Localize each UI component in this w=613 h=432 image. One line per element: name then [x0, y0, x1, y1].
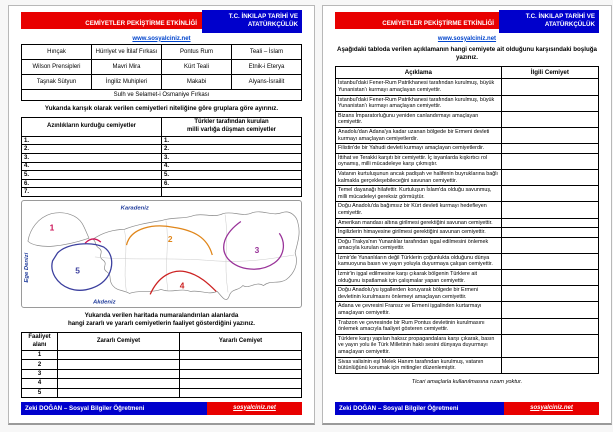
turkey-map — [22, 201, 301, 307]
footer-website-link[interactable]: sosyalciniz.net — [504, 402, 599, 415]
society-name: İngiliz Muhipleri — [92, 74, 162, 89]
explanation-text: İzmir'in işgal edilmesine karşı çıkarak bölgenin Türklere ait olduğunu ispatlamak için çalışmalar yapan cemiyettir. — [336, 270, 502, 286]
explanation-text: Adana ve çevresini Fransız ve Ermeni işgalinden kurtarmayı amaçlayan cemiyettir. — [336, 302, 502, 318]
related-society-answer-blank — [501, 186, 598, 202]
course-title-line1: T.C. İNKILAP TARİHİ VE — [228, 13, 298, 20]
author-credit: Zeki DOĞAN – Sosyal Bilgiler Öğretmeni — [335, 402, 504, 415]
region-4-number: 4 — [179, 280, 185, 291]
mediterranean-sea-label: Akdeniz — [92, 299, 116, 306]
societies-table-body — [22, 44, 302, 100]
page-footer — [21, 402, 302, 415]
explanation-header-row — [336, 66, 599, 79]
explanation-row — [336, 79, 599, 95]
explanation-text: Doğu Anadolu'da bağımsız bir Kürt devleti kurmayı hedefleyen cemiyettir. — [336, 202, 502, 218]
explanation-row — [336, 334, 599, 357]
harmful-society-answer-blank — [58, 351, 180, 360]
society-name: Etnik-i Eterya — [232, 59, 302, 74]
internal-border-line — [95, 255, 294, 261]
society-name: Taşnak Sütyun — [22, 74, 92, 89]
explanation-row — [336, 318, 599, 334]
grouping-row — [22, 171, 302, 180]
related-society-answer-blank — [501, 253, 598, 269]
activity-row — [22, 379, 302, 388]
related-society-answer-blank — [501, 95, 598, 111]
activity-row — [22, 351, 302, 360]
map-instruction: Yukarıda verilen haritada numaralandırılan alanlarda hangi zararlı ve yararlı cemiyetlerin faaliyet gösterdiğini yazınız. — [67, 311, 256, 327]
activity-area-header: Faaliyet alanı — [22, 333, 58, 351]
harmful-society-header: Zararlı Cemiyet — [58, 333, 180, 351]
related-society-answer-blank — [501, 218, 598, 228]
explanation-row — [336, 218, 599, 228]
society-name: Makabi — [162, 74, 232, 89]
activity-row — [22, 369, 302, 378]
explanation-row — [336, 286, 599, 302]
society-name: Hürriyet ve İtilaf Fırkası — [92, 44, 162, 59]
harmful-society-answer-blank — [58, 360, 180, 369]
black-sea-label: Karadeniz — [120, 205, 149, 212]
harmful-society-blank: 4. — [162, 162, 302, 171]
related-society-answer-blank — [501, 144, 598, 154]
activity-header-row — [22, 333, 302, 351]
related-society-answer-blank — [501, 357, 598, 373]
grouping-row — [22, 153, 302, 162]
explanation-row — [336, 270, 599, 286]
turkey-map-frame — [21, 200, 302, 308]
societies-row — [22, 74, 302, 89]
minority-society-blank: 6. — [22, 179, 162, 188]
page-header — [21, 10, 302, 33]
explanation-text: İstanbul'daki Fener-Rum Patrikhanesi tarafından kurulmuş, büyük Yunanistan'ı kurmayı amaçlayan cemiyettir. — [336, 79, 502, 95]
harmful-society-blank: 1. — [162, 136, 302, 145]
activity-row — [22, 388, 302, 397]
related-society-answer-blank — [501, 79, 598, 95]
explanation-text: Filistin'de bir Yahudi devleti kurmayı amaçlayan cemiyetlerdir. — [336, 144, 502, 154]
harmful-turkish-societies-header: Türkler tarafından kurulan milli varlığa düşman cemiyetler — [162, 117, 302, 136]
related-society-column-header: İlgili Cemiyet — [501, 66, 598, 79]
course-title-line1: T.C. İNKILAP TARİHİ VE — [525, 13, 595, 20]
related-society-answer-blank — [501, 286, 598, 302]
related-society-answer-blank — [501, 228, 598, 238]
course-title-line2: ATATÜRKÇÜLÜK — [544, 21, 595, 29]
minority-society-blank: 4. — [22, 162, 162, 171]
explanation-text: Doğu Anadolu'yu işgallerden koruyarak bölgede bir Ermeni devletinin kurulmasını önlemeyi amaçlayan cemiyettir. — [336, 286, 502, 302]
harmful-society-blank: 6. — [162, 179, 302, 188]
explanation-text: Türklere karşı yapılan haksız propagandalara karşı çıkarak, basın ve yayın yolu ile Türk Milletinin haklı sesini dünyaya duyurmayı amaçlayan cemiyettir. — [336, 334, 502, 357]
grouping-row — [22, 145, 302, 154]
explanation-column-header: Açıklama — [336, 66, 502, 79]
explanation-text: Temel dayanağı hilafettir. Kurtuluşun İslam'da olduğu savunmuş, milli mücadeleyi gereksiz görmüştür. — [336, 186, 502, 202]
minority-society-blank: 1. — [22, 136, 162, 145]
worksheet-page-1 — [8, 5, 315, 425]
related-society-answer-blank — [501, 169, 598, 185]
activity-table-body — [22, 351, 302, 398]
region-5-number: 5 — [75, 265, 80, 276]
course-title-line2: ATATÜRKÇÜLÜK — [247, 21, 298, 29]
worksheet-title-banner: CEMİYETLER PEKİŞTİRME ETKİNLİĞİ — [335, 12, 499, 29]
beneficial-society-header: Yararlı Cemiyet — [180, 333, 302, 351]
society-name: Kürt Teali — [162, 59, 232, 74]
explanation-text: Amerikan mandası altına girilmesi gerektiğini savunan cemiyettir. — [336, 218, 502, 228]
societies-row — [22, 59, 302, 74]
course-title-box — [202, 10, 302, 33]
society-name: Wilson Prensipleri — [22, 59, 92, 74]
beneficial-society-answer-blank — [180, 369, 302, 378]
activity-area-number: 4 — [22, 379, 58, 388]
explanation-row — [336, 144, 599, 154]
region-1-number: 1 — [49, 222, 55, 233]
society-name: Teali – İslam — [232, 44, 302, 59]
explanation-text: İngilizlerin himayesine girilmesi gerektiğini savunan cemiyettir. — [336, 228, 502, 238]
harmful-society-answer-blank — [58, 388, 180, 397]
activity-area-table — [21, 332, 302, 398]
explanation-row — [336, 228, 599, 238]
grouping-row — [22, 179, 302, 188]
explanation-row — [336, 153, 599, 169]
related-society-answer-blank — [501, 237, 598, 253]
harmful-society-answer-blank — [58, 379, 180, 388]
related-society-answer-blank — [501, 202, 598, 218]
minority-societies-header: Azınlıkların kurduğu cemiyetler — [22, 117, 162, 136]
activity-area-number: 3 — [22, 369, 58, 378]
explanation-text: İttihat ve Terakki karşıtı bir cemiyettir. İç isyanlarda kışkırtıcı rol oynamış, milli mücadeleye karşı çıkmıştır. — [336, 153, 502, 169]
activity-area-number: 1 — [22, 351, 58, 360]
society-name: Mavri Mira — [92, 59, 162, 74]
region-5-curve — [52, 244, 112, 290]
explanation-text: Bizans İmparatorluğunu yeniden canlandırmayı amaçlayan cemiyettir. — [336, 111, 502, 127]
explanation-row — [336, 111, 599, 127]
explanation-text: Trabzon ve çevresinde bir Rum Pontus devletinin kurulmasını önlemek amacıyla faaliyet gösteren cemiyettir. — [336, 318, 502, 334]
society-name: Alyans-İsrailit — [232, 74, 302, 89]
harmful-society-answer-blank — [58, 369, 180, 378]
beneficial-society-answer-blank — [180, 379, 302, 388]
website-link[interactable]: www.sosyalciniz.net — [437, 35, 497, 42]
activity-row — [22, 360, 302, 369]
activity-area-number: 2 — [22, 360, 58, 369]
worksheet-title-banner: CEMİYETLER PEKİŞTİRME ETKİNLİĞİ — [21, 12, 202, 29]
copyright-note: Ticari amaçlarla kullanılmasına rızam yoktur. — [411, 378, 523, 385]
page-footer — [335, 402, 599, 415]
beneficial-society-answer-blank — [180, 388, 302, 397]
region-3-number: 3 — [254, 244, 260, 255]
societies-row — [22, 44, 302, 59]
explanation-text: Doğu Trakya'nın Yunanlılar tarafından işgal edilmesini önlemek amacıyla kurulan cemiyettir. — [336, 237, 502, 253]
explanation-row — [336, 95, 599, 111]
matching-instruction: Aşağıdaki tabloda verilen açıklamanın hangi cemiyete ait olduğunu karşısındaki boşluğa yazınız. — [337, 45, 597, 61]
footer-website-link[interactable]: sosyalciniz.net — [207, 402, 302, 415]
explanation-row — [336, 202, 599, 218]
website-link[interactable]: www.sosyalciniz.net — [132, 35, 191, 42]
grouping-row — [22, 136, 302, 145]
related-society-answer-blank — [501, 302, 598, 318]
grouping-table-body — [22, 136, 302, 196]
societies-pool-table — [21, 44, 302, 101]
related-society-answer-blank — [501, 127, 598, 143]
harmful-society-blank: 3. — [162, 153, 302, 162]
related-society-answer-blank — [501, 153, 598, 169]
internal-border-line — [166, 220, 168, 290]
page-header — [335, 10, 599, 33]
grouping-row — [22, 162, 302, 171]
grouping-row — [22, 188, 302, 197]
course-title-box — [499, 10, 599, 33]
explanation-row — [336, 253, 599, 269]
explanation-text: Anadolu'dan Adana'ya kadar uzanan bölgede bir Ermeni devleti kurmayı amaçlayan cemiyetlerdir. — [336, 127, 502, 143]
region-3-curve — [224, 221, 284, 269]
harmful-society-blank: 2. — [162, 145, 302, 154]
author-credit: Zeki DOĞAN – Sosyal Bilgiler Öğretmeni — [21, 402, 207, 415]
explanation-row — [336, 357, 599, 373]
harmful-society-blank: 5. — [162, 171, 302, 180]
beneficial-society-answer-blank — [180, 351, 302, 360]
society-name: Hınçak — [22, 44, 92, 59]
grouping-table — [21, 117, 302, 197]
region-2-number: 2 — [167, 234, 173, 245]
explanation-text: İstanbul'daki Fener-Rum Patrikhanesi tarafından kurulmuş, büyük Yunanistan'ı kurmayı amaçlayan cemiyettir. — [336, 95, 502, 111]
explanation-text: Vatanın kurtuluşunun ancak padişah ve halifenin buyruklarına bağlı kalmakla gerçekleşebileceğini savunan cemiyettir. — [336, 169, 502, 185]
explanation-text: İzmir'de Yunanlıların değil Türklerin çoğunlukta olduğunu dünya kamuoyuna basın ve yayın yoluyla duyurmaya çalışan cemiyettir. — [336, 253, 502, 269]
minority-society-blank: 5. — [22, 171, 162, 180]
societies-merged-row — [22, 89, 302, 100]
minority-society-blank: 3. — [22, 153, 162, 162]
explanation-row — [336, 127, 599, 143]
related-society-answer-blank — [501, 334, 598, 357]
related-society-answer-blank — [501, 111, 598, 127]
explanation-row — [336, 169, 599, 185]
activity-area-number: 5 — [22, 388, 58, 397]
minority-society-blank: 2. — [22, 145, 162, 154]
society-name-merged: Sulh ve Selamet-i Osmaniye Fırkası — [22, 89, 302, 100]
explanation-row — [336, 186, 599, 202]
aegean-sea-label: Ege Denizi — [23, 252, 30, 283]
explanation-row — [336, 302, 599, 318]
explanation-table — [335, 66, 599, 374]
worksheet-page-2 — [322, 5, 612, 425]
explanation-row — [336, 237, 599, 253]
grouping-header-row — [22, 117, 302, 136]
region-1-curve — [85, 239, 101, 243]
internal-border-line — [125, 230, 127, 292]
society-name: Pontus Rum — [162, 44, 232, 59]
explanation-text: Sivas valisinin eşi Melek Hanım tarafından kurulmuş, vatanın bütünlüğünü korumak için mitingler düzenlemiştir. — [336, 357, 502, 373]
related-society-answer-blank — [501, 318, 598, 334]
minority-society-blank: 7. — [22, 188, 162, 197]
internal-border-line — [225, 215, 228, 293]
explanation-table-body — [336, 79, 599, 373]
beneficial-society-answer-blank — [180, 360, 302, 369]
anatolia-outline — [93, 212, 299, 300]
thrace-outline — [28, 213, 89, 247]
harmful-society-blank — [162, 188, 302, 197]
grouping-instruction: Yukarıda karışık olarak verilen cemiyetleri niteliğine göre gruplara göre ayırınız. — [44, 104, 279, 112]
related-society-answer-blank — [501, 270, 598, 286]
